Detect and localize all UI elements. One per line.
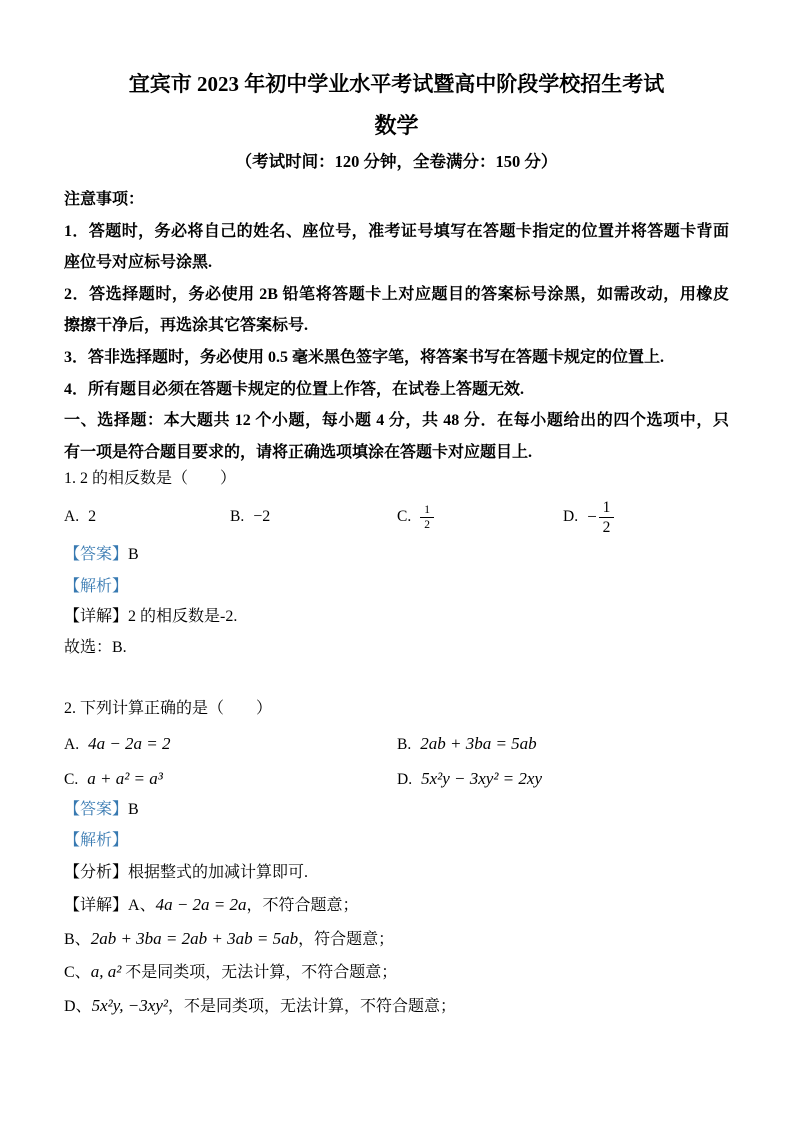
q2-detail-b-prefix: B、	[64, 931, 91, 949]
q2-detail-a-suffix: ，不符合题意；	[246, 897, 359, 915]
q1-option-a-label: A.	[64, 508, 80, 526]
q2-fenxi-line	[64, 862, 729, 884]
q2-jiexi-tag: 【解析】	[64, 832, 129, 850]
q2-detail-d-prefix: D、	[64, 998, 92, 1016]
notice-item-3: 3．答非选择题时，务必使用 0.5 毫米黑色签字笔，将答案书写在答题卡规定的位置上.	[64, 348, 665, 366]
fraction-denominator: 2	[424, 518, 430, 531]
section-heading-line-1: 一、选择题：本大题共 12 个小题，每小题 4 分，共 48 分．在每小题给出的四个选项中，只	[64, 412, 729, 430]
q2-detail-a-prefix: A、	[128, 897, 156, 915]
q1-conclusion: 故选：B.	[64, 639, 127, 657]
exam-subject: 数学	[374, 113, 419, 138]
notice-item-2-line-2: 擦擦干净后，再选涂其它答案标号.	[64, 317, 309, 335]
q2-option-d-label: D.	[397, 770, 413, 788]
q2-option-b	[397, 734, 729, 754]
q2-fenxi-text: 根据整式的加减计算即可.	[128, 864, 309, 882]
notice-heading: 注意事项：	[64, 191, 145, 208]
q2-detail-tag: 【详解】	[64, 897, 129, 915]
q2-option-c-value: a + a² = a³	[87, 768, 163, 788]
notice-item-4: 4．所有题目必须在答题卡规定的位置上作答，在试卷上答题无效.	[64, 380, 525, 398]
q2-detail-b-suffix: ，符合题意；	[298, 931, 395, 949]
q2-detail-c-prefix: C、	[64, 964, 91, 982]
q2-option-a-value: 4a − 2a = 2	[88, 733, 171, 753]
q2-detail-d-math: 5x²y, −3xy²	[91, 996, 168, 1016]
q2-option-b-label: B.	[397, 735, 412, 753]
notice-item-2-line-1: 2．答选择题时，务必使用 2B 铅笔将答题卡上对应题目的答案标号涂黑，如需改动，用橡皮	[64, 285, 729, 303]
q2-detail-c-math: a, a²	[90, 962, 122, 982]
q1-option-a-value: 2	[88, 508, 97, 526]
q1-option-b-label: B.	[230, 508, 245, 526]
q2-detail-a-math: 4a − 2a = 2a	[155, 895, 247, 915]
q2-detail-b-math: 2ab + 3ba = 2ab + 3ab = 5ab	[90, 929, 299, 949]
q1-option-d	[563, 498, 729, 537]
q2-option-d-value: 5x²y − 3xy² = 2xy	[421, 768, 542, 788]
q2-option-a	[64, 734, 397, 754]
q1-jiexi-tag: 【解析】	[64, 578, 129, 596]
exam-title: 宜宾市 2023 年初中学业水平考试暨高中阶段学校招生考试	[128, 72, 665, 96]
q1-option-b-value: −2	[253, 508, 271, 526]
question-1-stem: 1. 2 的相反数是（ ）	[64, 470, 237, 488]
q2-option-c-label: C.	[64, 770, 79, 788]
q1-detail-tag: 【详解】	[64, 608, 129, 626]
q2-detail-line-b	[64, 928, 729, 951]
q2-detail-line-a	[64, 894, 729, 917]
q2-option-a-label: A.	[64, 735, 80, 753]
q2-detail-line-c	[64, 961, 729, 984]
q2-jiexi-line	[64, 830, 729, 852]
q1-option-b	[230, 508, 397, 526]
q2-detail-d-suffix: ，不是同类项，无法计算，不符合题意；	[167, 998, 456, 1016]
q1-option-a	[64, 508, 230, 526]
question-2-stem: 2. 下列计算正确的是（ ）	[64, 700, 273, 718]
q2-answer-value: B	[128, 801, 139, 819]
q1-detail-text: 2 的相反数是-2.	[128, 608, 238, 626]
q2-fenxi-tag: 【分析】	[64, 864, 129, 882]
question-2-options	[64, 726, 729, 796]
notice-item-1-line-1: 1．答题时，务必将自己的姓名、座位号，准考证号填写在答题卡指定的位置并将答题卡背面	[64, 222, 729, 240]
fraction-denominator: 2	[602, 518, 611, 536]
q1-option-c-label: C.	[397, 508, 412, 526]
notice-block	[64, 184, 729, 468]
q1-answer-line	[64, 544, 729, 566]
q2-detail-c-suffix: 不是同类项，无法计算，不符合题意；	[121, 964, 398, 982]
q1-detail-line	[64, 606, 729, 628]
q1-jiexi-line	[64, 576, 729, 598]
q1-option-c-fraction	[420, 503, 434, 532]
exam-info: （考试时间：120 分钟，全卷满分：150 分）	[235, 152, 558, 171]
q1-answer-tag: 【答案】	[64, 546, 129, 564]
fraction-numerator: 1	[420, 503, 434, 518]
section-heading-line-2: 有一项是符合题目要求的，请将正确选项填涂在答题卡对应题目上.	[64, 443, 533, 461]
q2-option-d	[397, 769, 729, 789]
q1-option-d-fraction	[599, 498, 615, 537]
q2-detail-line-d	[64, 995, 729, 1018]
notice-item-1-line-2: 座位号对应标号涂黑.	[64, 254, 213, 272]
q1-option-c	[397, 503, 563, 532]
q2-answer-tag: 【答案】	[64, 801, 129, 819]
q2-option-c	[64, 769, 397, 789]
q1-option-d-label: D.	[563, 508, 579, 526]
question-1-options	[64, 496, 729, 538]
q2-option-b-value: 2ab + 3ba = 5ab	[420, 733, 537, 753]
q1-option-d-minus: −	[587, 507, 597, 527]
fraction-numerator: 1	[599, 498, 615, 518]
q2-answer-line	[64, 799, 729, 821]
q1-answer-value: B	[128, 546, 139, 564]
